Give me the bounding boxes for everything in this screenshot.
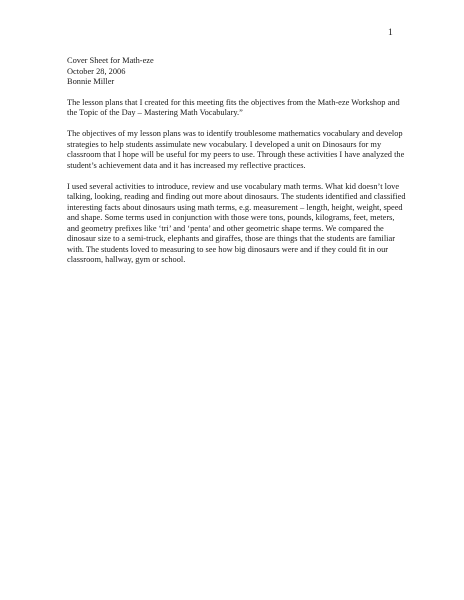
document-date: October 28, 2006	[67, 66, 126, 76]
page-number: 1	[388, 28, 393, 38]
document-author: Bonnie Miller	[67, 77, 115, 86]
document-header	[67, 56, 407, 88]
paragraph-activities: I used several activities to introduce, review and use vocabulary math terms. What kid doesn’t love talking, looking, reading and finding out more about dinosaurs. The students identified and classified interesting facts about dinosaurs using math terms, e.g. measurement – length, height, weight, speed and shape. Some terms used in conjunction with those were tons, pounds, kilograms, feet, meters, and geometry prefixes like ‘tri’ and ‘penta’ and other geometric shape terms. We compared the dinosaur size to a semi-truck, elephants and giraffes, those are things that the students are familiar with. The students loved to measuring to see how big dinosaurs were and if they could fit in our classroom, hallway, gym or school.	[67, 181, 406, 264]
paragraph-intro: The lesson plans that I created for this meeting fits the objectives from the Math-eze Workshop and the Topic of the Day – Mastering Math Vocabulary.”	[67, 97, 400, 117]
document-body	[67, 56, 407, 276]
document-title: Cover Sheet for Math-eze	[67, 56, 154, 65]
paragraph-objectives: The objectives of my lesson plans was to identify troublesome mathematics vocabulary and develop strategies to help students assimulate new vocabulary. I developed a unit on Dinosaurs for my classroom that I hope will be useful for my peers to use. Through these activities I have analyzed the student’s achievement data and it has increased my reflective practices.	[67, 129, 405, 170]
